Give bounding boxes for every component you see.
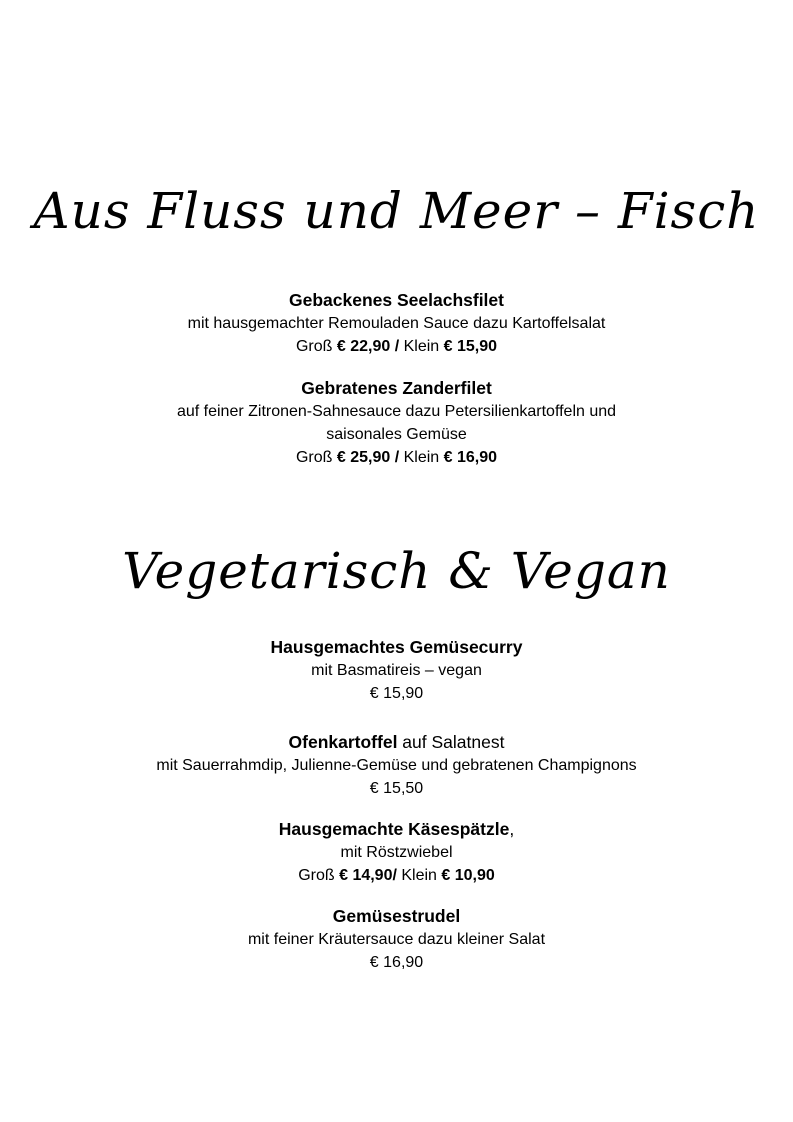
price-small-value: € 10,90 bbox=[441, 867, 495, 884]
dish-seelachsfilet bbox=[0, 288, 793, 358]
dish-name-suffix: , bbox=[509, 819, 515, 839]
dish-zanderfilet bbox=[0, 376, 793, 469]
dish-price: € 16,90 bbox=[369, 954, 424, 971]
section-heading-vegetarian: Vegetarisch & Vegan bbox=[122, 542, 671, 600]
dish-name bbox=[0, 817, 793, 841]
price-large-value: € 22,90 bbox=[336, 338, 391, 355]
price-large-label: Groß bbox=[295, 338, 333, 355]
dish-gemuesestrudel bbox=[0, 904, 793, 974]
dish-name: Gebackenes Seelachsfilet bbox=[289, 290, 504, 310]
dish-name: Gebratenes Zanderfilet bbox=[301, 378, 492, 398]
dish-price: € 15,90 bbox=[369, 685, 424, 702]
dish-name: Gemüsestrudel bbox=[332, 906, 461, 926]
dish-kaesespaetzle bbox=[0, 817, 793, 887]
price-small-value: € 16,90 bbox=[443, 449, 498, 466]
dish-name bbox=[0, 730, 793, 754]
price-small-label: Klein bbox=[403, 338, 440, 355]
dish-name-bold: Hausgemachte Käsespätzle bbox=[278, 819, 510, 839]
dish-price bbox=[0, 864, 793, 887]
dish-description: mit hausgemachter Remouladen Sauce dazu Kartoffelsalat bbox=[187, 315, 606, 332]
price-small-label: Klein bbox=[403, 449, 440, 466]
price-separator: / bbox=[394, 449, 400, 466]
price-large-label: Groß bbox=[295, 449, 333, 466]
dish-gemuesecurry bbox=[0, 635, 793, 705]
dish-description: mit Röstzwiebel bbox=[340, 844, 453, 861]
dish-price bbox=[0, 335, 793, 358]
dish-description: mit Sauerrahmdip, Julienne-Gemüse und gebratenen Champignons bbox=[156, 757, 637, 774]
price-large-value: € 14,90/ bbox=[339, 867, 397, 884]
price-small-value: € 15,90 bbox=[443, 338, 498, 355]
dish-description: mit feiner Kräutersauce dazu kleiner Salat bbox=[247, 931, 546, 948]
dish-name-suffix: auf Salatnest bbox=[397, 732, 505, 752]
dish-ofenkartoffel bbox=[0, 730, 793, 800]
dish-description: mit Basmatireis – vegan bbox=[311, 662, 482, 679]
dish-description-line: auf feiner Zitronen-Sahnesauce dazu Petersilienkartoffeln und bbox=[176, 403, 617, 420]
dish-price: € 15,50 bbox=[369, 780, 424, 797]
price-large-value: € 25,90 bbox=[336, 449, 391, 466]
section-heading-fish: Aus Fluss und Meer – Fisch bbox=[33, 182, 760, 240]
price-large-label: Groß bbox=[298, 867, 335, 884]
dish-name: Hausgemachtes Gemüsecurry bbox=[270, 637, 523, 657]
price-small-label: Klein bbox=[401, 867, 437, 884]
dish-name-bold: Ofenkartoffel bbox=[288, 732, 398, 752]
price-separator: / bbox=[394, 338, 400, 355]
dish-description-line: saisonales Gemüse bbox=[326, 426, 467, 443]
dish-price bbox=[0, 446, 793, 469]
